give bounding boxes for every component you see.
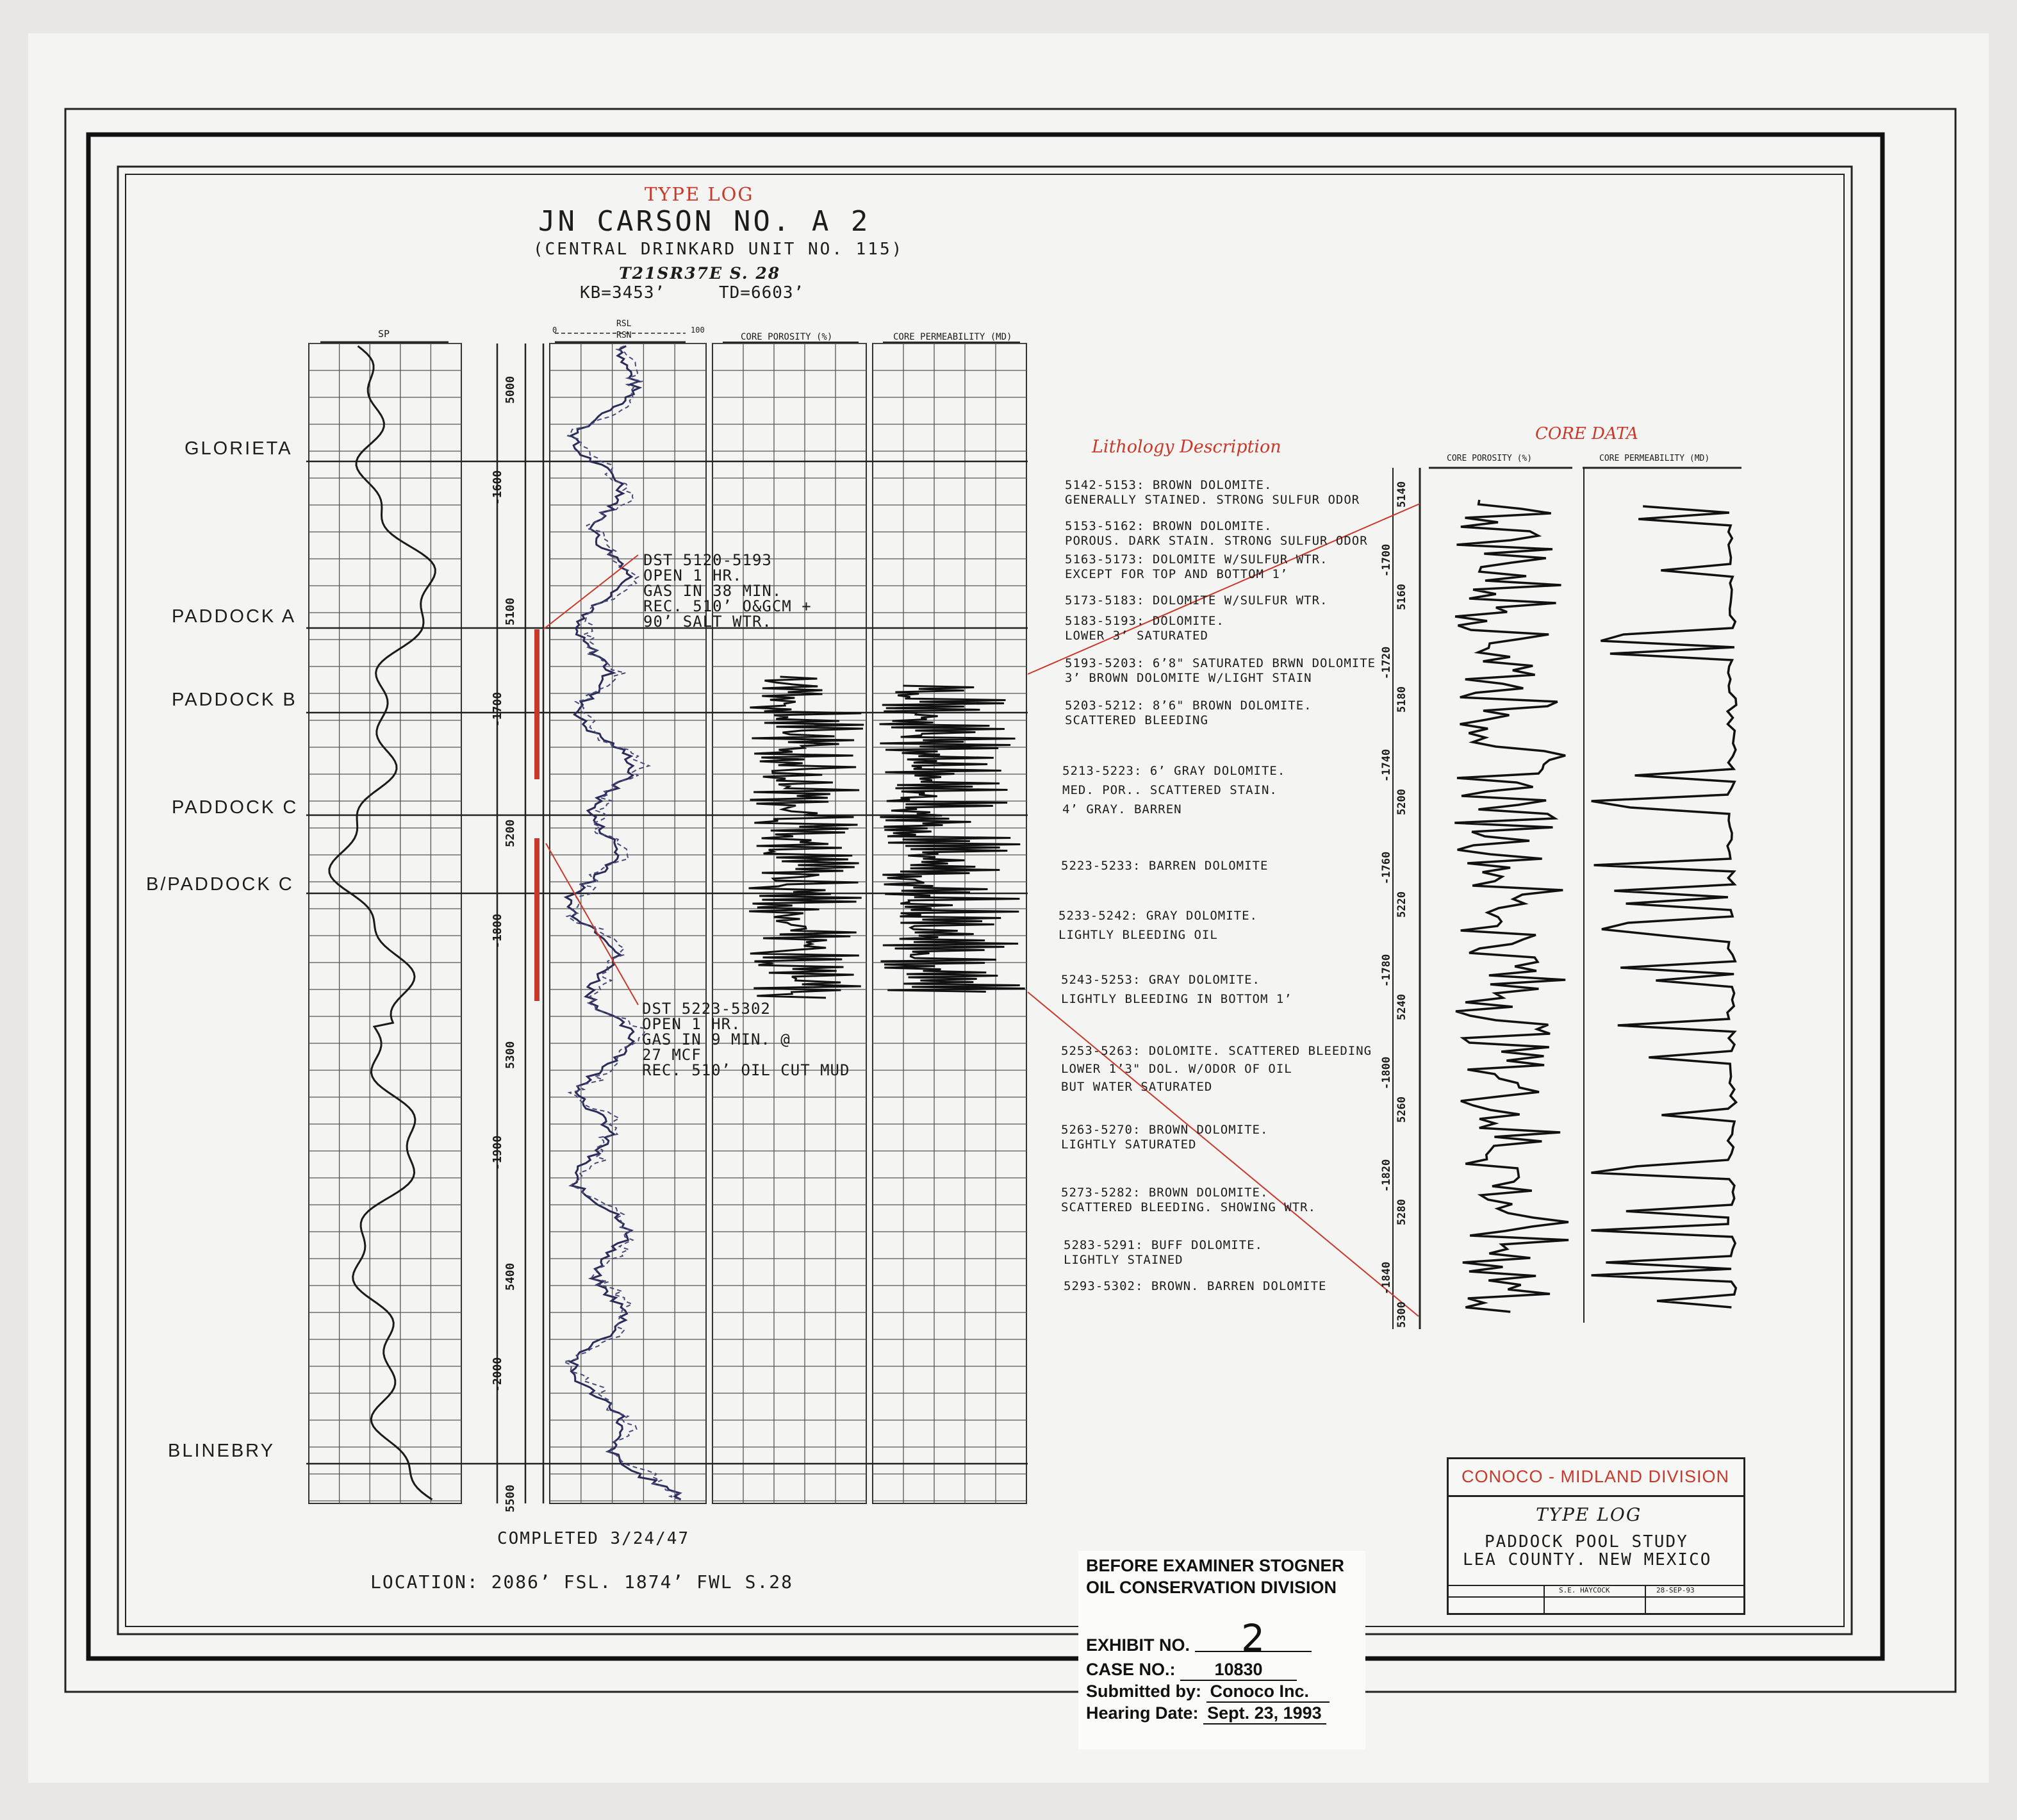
sp-track-grid — [309, 343, 461, 1503]
exhibit-line-1: BEFORE EXAMINER STOGNER — [1086, 1556, 1345, 1575]
core-permeability-track-header: CORE PERMEABILITY (MD) — [893, 332, 1012, 342]
sp-curve — [329, 346, 435, 1500]
core-data-permeability-header: CORE PERMEABILITY (MD) — [1599, 454, 1710, 463]
subsea-depth-label: -1600 — [491, 470, 504, 505]
location-code: T21SR37E S. 28 — [619, 264, 781, 283]
title-block-cell-divider — [1544, 1585, 1545, 1613]
submitted-label: Submitted by: — [1086, 1682, 1201, 1701]
company-name: CONOCO - MIDLAND DIVISION — [1461, 1467, 1730, 1486]
resistivity-scale-min: 0 — [552, 326, 557, 335]
lithology-item: 5173-5183: DOLOMITE W/SULFUR WTR. — [1065, 593, 1328, 608]
formation-glorieta: GLORIETA — [185, 438, 293, 459]
core-subsea-depth-label: -1700 — [1380, 543, 1393, 577]
core-data-porosity-header: CORE POROSITY (%) — [1447, 454, 1533, 463]
lithology-item: 5203-5212: 8’6" BROWN DOLOMITE. SCATTERED BLEEDING — [1065, 699, 1312, 727]
kb-elevation: KB=3453’ — [580, 283, 666, 302]
formation-paddock-a: PADDOCK A — [172, 606, 297, 627]
core-md-depth-label: 5280 — [1395, 1199, 1408, 1225]
exhibit-stamp — [1078, 1551, 1365, 1750]
resistivity-track-grid — [550, 343, 706, 1503]
core-subsea-depth-label: -1760 — [1380, 851, 1393, 884]
subsea-depth-label: -1700 — [491, 691, 504, 727]
core-md-depth-label: 5260 — [1395, 1096, 1408, 1123]
hearing-date: Sept. 23, 1993 — [1203, 1703, 1326, 1725]
core-md-depth-label: 5160 — [1395, 584, 1408, 610]
title-block-county: LEA COUNTY. NEW MEXICO — [1463, 1550, 1712, 1569]
md-depth-label: 5300 — [504, 1041, 517, 1069]
lithology-item: 5293-5302: BROWN. BARREN DOLOMITE — [1064, 1279, 1327, 1293]
submitted-by: Conoco Inc. — [1206, 1682, 1330, 1703]
title-block-type: TYPE LOG — [1536, 1504, 1642, 1525]
formation-paddock-c: PADDOCK C — [172, 797, 299, 818]
outer-border-thick — [88, 135, 1882, 1659]
dst-note-2: DST 5223-5302 OPEN 1 HR. GAS IN 9 MIN. @ 27 MCF REC. 510’ OIL CUT MUD — [642, 1000, 850, 1079]
core-porosity-track-header: CORE POROSITY (%) — [741, 332, 833, 342]
exhibit-line-2: OIL CONSERVATION DIVISION — [1086, 1578, 1337, 1597]
dst-note-1: DST 5120-5193 OPEN 1 HR. GAS IN 38 MIN. REC. 510’ O&GCM + 90’ SALT WTR. — [643, 551, 812, 631]
core-md-depth-label: 5180 — [1395, 686, 1408, 713]
rsl-track-header: RSL — [616, 319, 632, 329]
resistivity-scale-max: 100 — [691, 326, 705, 335]
rsn-track-header: RSN — [616, 331, 632, 340]
core-subsea-depth-label: -1780 — [1380, 954, 1393, 987]
core-subsea-depth-label: -1840 — [1380, 1261, 1393, 1295]
hearing-label: Hearing Date: — [1086, 1703, 1199, 1723]
sp-track-header: SP — [378, 328, 390, 340]
md-depth-label: 5500 — [504, 1484, 517, 1512]
rsn-curve — [566, 346, 680, 1500]
hearing-row — [1086, 1703, 1326, 1725]
lithology-item: 5153-5162: BROWN DOLOMITE. POROUS. DARK STAIN. STRONG SULFUR ODOR — [1065, 519, 1368, 548]
core-md-depth-label: 5240 — [1395, 994, 1408, 1020]
lithology-item: 5263-5270: BROWN DOLOMITE. LIGHTLY SATURATED — [1061, 1123, 1269, 1152]
md-depth-label: 5000 — [504, 376, 517, 404]
dst-leader-2 — [546, 843, 638, 1005]
lithology-item: 5193-5203: 6’8" SATURATED BRWN DOLOMITE 3’ BROWN DOLOMITE W/LIGHT STAIN — [1065, 656, 1376, 685]
dst-leader-1 — [543, 555, 638, 629]
inner-border-2 — [126, 174, 1844, 1626]
lithology-item: 5253-5263: DOLOMITE. SCATTERED BLEEDING LOWER 1’3" DOL. W/ODOR OF OIL BUT WATER SATURATED — [1061, 1044, 1372, 1094]
lithology-item: 5243-5253: GRAY DOLOMITE. LIGHTLY BLEEDING IN BOTTOM 1’ — [1061, 973, 1292, 1006]
lithology-item: 5283-5291: BUFF DOLOMITE. LIGHTLY STAINED — [1064, 1238, 1263, 1267]
case-number: 10830 — [1180, 1660, 1297, 1681]
core-md-depth-label: 5140 — [1395, 481, 1408, 508]
exhibit-number: 2 — [1195, 1625, 1312, 1652]
core-md-depth-label: 5300 — [1395, 1302, 1408, 1328]
subsea-depth-label: -2000 — [491, 1357, 504, 1392]
resistivity-track-grid-frame — [550, 343, 706, 1503]
core-subsea-depth-label: -1740 — [1380, 749, 1393, 782]
title-block-study: PADDOCK POOL STUDY — [1485, 1532, 1688, 1551]
sp-track-grid-frame — [309, 343, 461, 1503]
title-block-divider — [1449, 1495, 1743, 1497]
core-subsea-depth-label: -1800 — [1380, 1056, 1393, 1089]
well-location: LOCATION: 2086’ FSL. 1874’ FWL S.28 — [370, 1571, 794, 1592]
core-data-porosity-curve — [1454, 500, 1568, 1312]
core-permeability-curve — [880, 686, 1025, 992]
case-number-row — [1086, 1660, 1297, 1681]
subsea-depth-label: -1800 — [491, 913, 504, 948]
formation-paddock-b: PADDOCK B — [172, 690, 297, 710]
lithology-item: 5223-5233: BARREN DOLOMITE — [1061, 859, 1269, 873]
title-block-date: 28-SEP-93 — [1656, 1586, 1695, 1594]
formation-blinebry: BLINEBRY — [168, 1441, 275, 1461]
md-depth-label: 5100 — [504, 597, 517, 625]
core-md-depth-label: 5200 — [1395, 789, 1408, 815]
title-block — [1447, 1457, 1745, 1615]
lithology-item: 5213-5223: 6’ GRAY DOLOMITE. MED. POR.. SCATTERED STAIN. 4’ GRAY. BARREN — [1062, 764, 1286, 816]
lithology-item: 5273-5282: BROWN DOLOMITE. SCATTERED BLEEDING. SHOWING WTR. — [1061, 1186, 1317, 1214]
lithology-item: 5233-5242: GRAY DOLOMITE. LIGHTLY BLEEDING OIL — [1058, 909, 1258, 942]
title-block-cell-divider-2 — [1645, 1585, 1646, 1613]
submitted-row — [1086, 1682, 1330, 1703]
lithology-title: Lithology Description — [1092, 437, 1281, 457]
core-data-title: CORE DATA — [1535, 424, 1638, 443]
md-depth-label: 5200 — [504, 819, 517, 847]
total-depth: TD=6603’ — [719, 283, 805, 302]
exhibit-number-row — [1086, 1616, 1312, 1660]
case-label: CASE NO.: — [1086, 1660, 1176, 1679]
type-log-label: TYPE LOG — [645, 183, 754, 205]
unit-name: (CENTRAL DRINKARD UNIT NO. 115) — [533, 240, 904, 259]
well-name: JN CARSON NO. A 2 — [538, 205, 871, 238]
core-subsea-depth-label: -1720 — [1380, 646, 1393, 679]
core-porosity-curve — [749, 677, 864, 998]
exhibit-label: EXHIBIT NO. — [1086, 1635, 1190, 1655]
subsea-depth-label: -1900 — [491, 1135, 504, 1170]
lithology-item: 5142-5153: BROWN DOLOMITE. GENERALLY STAINED. STRONG SULFUR ODOR — [1065, 478, 1360, 507]
zoom-leader-bottom — [1028, 992, 1419, 1316]
inner-border — [118, 167, 1852, 1634]
md-depth-label: 5400 — [504, 1262, 517, 1291]
lithology-item: 5163-5173: DOLOMITE W/SULFUR WTR. EXCEPT FOR TOP AND BOTTOM 1’ — [1065, 552, 1328, 581]
core-subsea-depth-label: -1820 — [1380, 1159, 1393, 1192]
title-block-drawn-by: S.E. HAYCOCK — [1559, 1586, 1610, 1594]
core-data-permeability-curve — [1592, 506, 1736, 1307]
formation-b-paddock-c: B/PADDOCK C — [146, 874, 294, 895]
lithology-item: 5183-5193: DOLOMITE. LOWER 3’ SATURATED — [1065, 614, 1224, 643]
completed-date: COMPLETED 3/24/47 — [497, 1529, 690, 1548]
title-block-bottom-rule-2 — [1449, 1596, 1743, 1598]
core-md-depth-label: 5220 — [1395, 891, 1408, 918]
